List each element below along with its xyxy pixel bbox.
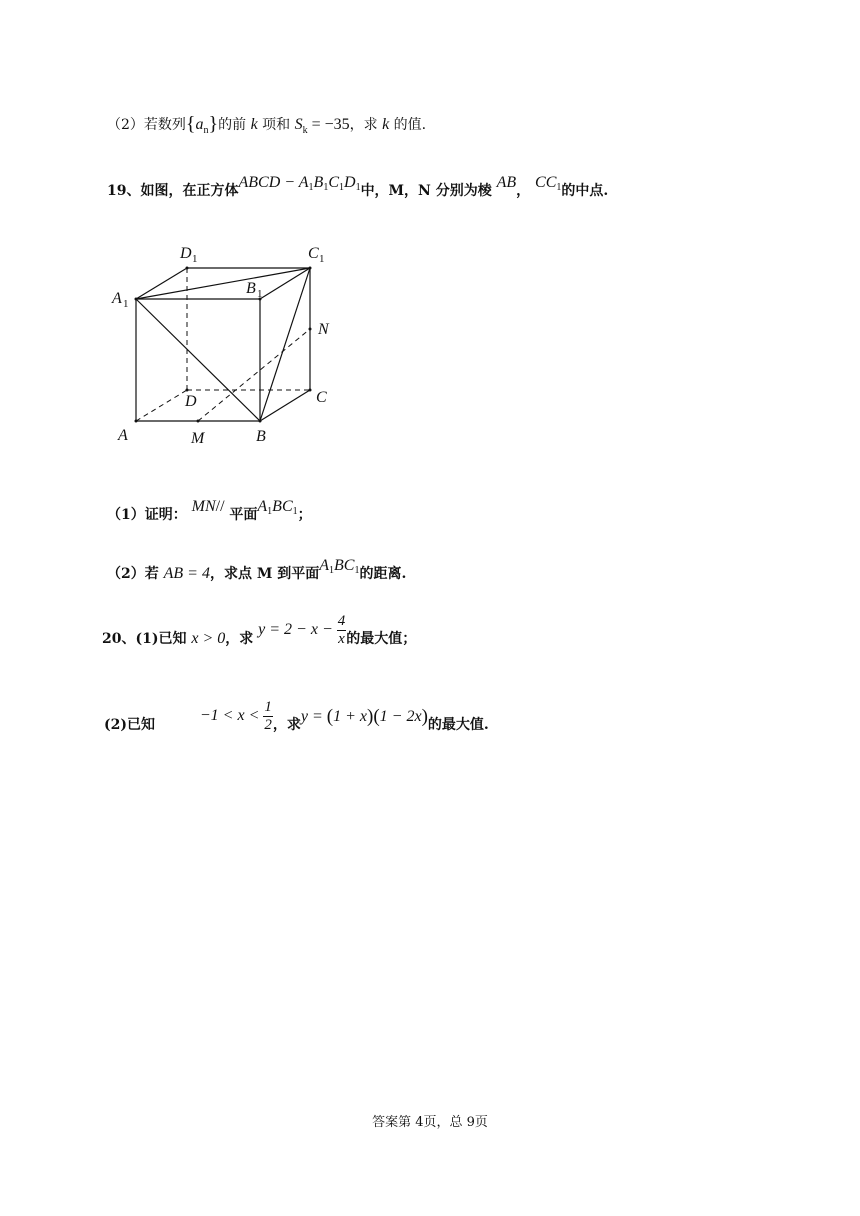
cube-name: ABCD − A1B1C1D1 [238,174,361,193]
label-b1: B [246,280,256,297]
q19-part1: （1）证明： MN// 平面A1BC1； [107,498,312,523]
label-c1: C [308,245,319,262]
q18-part2: （2）若数列$\{a_n\}$的前 k 项和 $S_k = -35$，求 k 的值. [107,113,427,136]
page-footer: 答案第 4页，总 9页 [372,1115,488,1130]
hidden-edge-a-d [136,390,187,421]
svg-text:1: 1 [192,253,198,265]
cube-figure [100,236,350,451]
edge-ab: AB [496,174,517,191]
label-a: A [118,427,128,444]
expression-y2: y = (1 + x)(1 − 2x) [300,706,428,728]
diagonal-b-c1 [260,268,310,421]
sequence-an: $\{a_n\}$ [185,113,219,136]
q20-part1: 20、(1)已知 x > 0，求 y = 2 − x − $\frac{4}{x}$ 的最大值； [102,613,417,648]
diagonal-a1-b [136,299,260,421]
sum-sk: $S_k = -35$ [294,116,350,136]
plane-a1bc1: A1BC1 [257,498,298,517]
edge-cc1: CC1 [535,174,562,193]
ab-equals-4: AB = 4 [163,565,210,582]
label-c: C [316,389,327,406]
label-d1: D [180,245,192,262]
label-a1: A [112,290,122,307]
q19-statement: 19、如图，在正方体ABCD − A1B1C1D1中，M，N 分别为棱 AB， CC1的中点. [107,174,609,199]
svg-text:1: 1 [319,253,325,265]
condition-range: −1 < x < $\frac{1}{2}$ [199,699,272,733]
svg-text:1: 1 [257,288,263,300]
expression-y: y = 2 − x − $\frac{4}{x}$ [258,613,346,647]
svg-text:1: 1 [123,298,129,310]
label-b: B [256,428,266,445]
plane-a1bc1-2: A1BC1 [319,557,360,576]
condition-x-positive: x > 0 [191,630,226,648]
q19-part2: （2）若 AB = 4，求点 M 到平面A1BC1的距离. [107,557,407,582]
q20-part2: (2)已知 −1 < x < $\frac{1}{2}$ ，求y = (1 + x)(1 − 2x)的最大值. [104,699,489,734]
label-n: N [318,321,329,338]
label-m: M [191,430,205,447]
segment-m-n [198,329,310,421]
mn-parallel: MN// [191,498,225,515]
label-d: D [185,393,197,410]
edge-b-c [260,390,310,421]
